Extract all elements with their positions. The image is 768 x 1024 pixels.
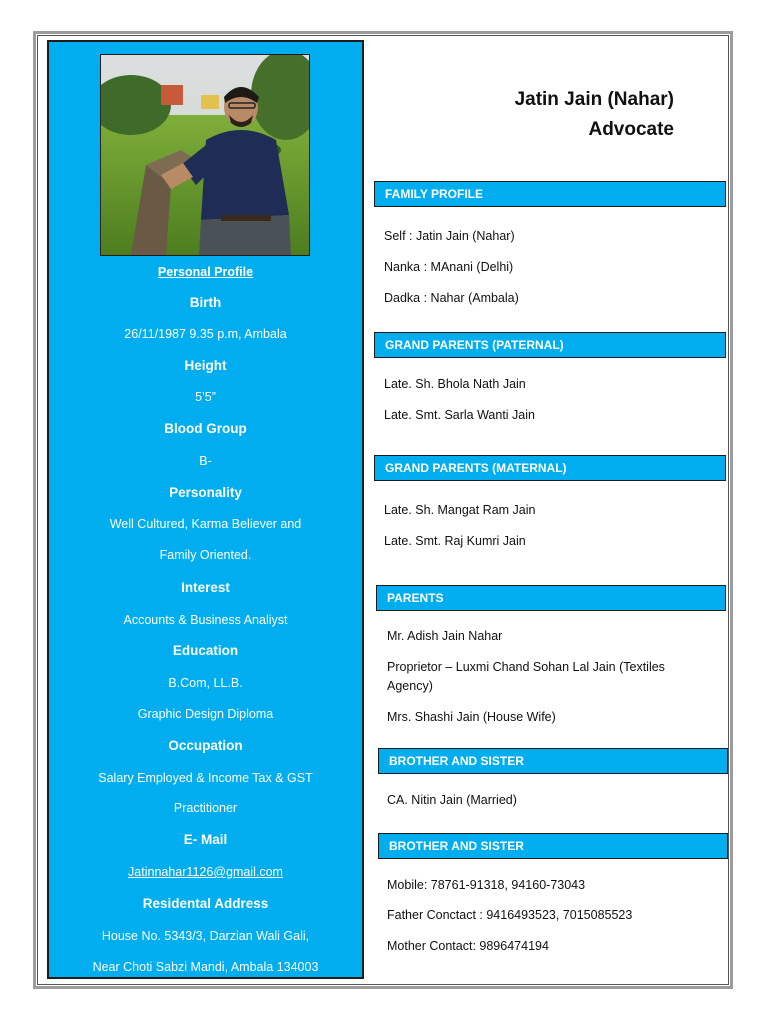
family-self: Self : Jatin Jain (Nahar) bbox=[384, 229, 515, 243]
section-siblings: BROTHER AND SISTER bbox=[378, 748, 728, 774]
address-label: Residental Address bbox=[142, 896, 269, 911]
address-line1: House No. 5343/3, Darzian Wali Gali, bbox=[101, 929, 310, 943]
family-dadka: Dadka : Nahar (Ambala) bbox=[384, 291, 519, 305]
interest-value: Accounts & Business Analiyst bbox=[123, 613, 288, 627]
section-parents: PARENTS bbox=[376, 585, 726, 611]
personality-line2: Family Oriented. bbox=[159, 548, 252, 562]
occupation-label: Occupation bbox=[168, 738, 243, 753]
personality-label: Personality bbox=[169, 485, 242, 500]
section-contact: BROTHER AND SISTER bbox=[378, 833, 728, 859]
grand-paternal-2: Late. Smt. Sarla Wanti Jain bbox=[384, 408, 535, 422]
parent-father: Mr. Adish Jain Nahar bbox=[387, 629, 503, 643]
blood-group-value: B- bbox=[199, 454, 212, 468]
occupation-line1: Salary Employed & Income Tax & GST bbox=[98, 771, 313, 785]
grand-maternal-2: Late. Smt. Raj Kumri Jain bbox=[384, 534, 526, 548]
email-link[interactable]: Jatinnahar1126@gmail.com bbox=[128, 865, 283, 879]
interest-label: Interest bbox=[181, 580, 230, 595]
birth-label: Birth bbox=[189, 295, 222, 310]
contact-mobile: Mobile: 78761-91318, 94160-73043 bbox=[387, 878, 586, 892]
personal-profile-title: Personal Profile bbox=[157, 265, 254, 279]
section-grand-paternal: GRAND PARENTS (PATERNAL) bbox=[374, 332, 726, 358]
section-grand-maternal: GRAND PARENTS (MATERNAL) bbox=[374, 455, 726, 481]
person-profession: Advocate bbox=[588, 119, 674, 140]
profile-sidebar bbox=[47, 40, 364, 979]
family-nanka: Nanka : MAnani (Delhi) bbox=[384, 260, 514, 274]
portrait-illustration bbox=[101, 55, 309, 255]
occupation-line2: Practitioner bbox=[173, 801, 238, 815]
contact-mother: Mother Contact: 9896474194 bbox=[387, 939, 549, 953]
section-family-profile: FAMILY PROFILE bbox=[374, 181, 726, 207]
parent-business-line1: Proprietor – Luxmi Chand Sohan Lal Jain (Textiles bbox=[387, 660, 665, 674]
email-label: E- Mail bbox=[183, 832, 228, 847]
grand-paternal-1: Late. Sh. Bhola Nath Jain bbox=[384, 377, 526, 391]
birth-value: 26/11/1987 9.35 p.m, Ambala bbox=[124, 327, 287, 341]
contact-father: Father Conctact : 9416493523, 7015085523 bbox=[387, 908, 633, 922]
portrait-photo bbox=[100, 54, 310, 256]
parent-business-line2: Agency) bbox=[387, 679, 433, 693]
height-value: 5’5” bbox=[195, 390, 216, 404]
person-name: Jatin Jain (Nahar) bbox=[514, 89, 674, 110]
grand-maternal-1: Late. Sh. Mangat Ram Jain bbox=[384, 503, 536, 517]
education-label: Education bbox=[172, 643, 239, 658]
sibling-1: CA. Nitin Jain (Married) bbox=[387, 793, 517, 807]
personality-line1: Well Cultured, Karma Believer and bbox=[109, 517, 302, 531]
blood-group-label: Blood Group bbox=[164, 421, 247, 436]
parent-mother: Mrs. Shashi Jain (House Wife) bbox=[387, 710, 556, 724]
education-line1: B.Com, LL.B. bbox=[168, 676, 243, 690]
height-label: Height bbox=[184, 358, 227, 373]
address-line2: Near Choti Sabzi Mandi, Ambala 134003 bbox=[92, 960, 319, 974]
education-line2: Graphic Design Diploma bbox=[137, 707, 274, 721]
